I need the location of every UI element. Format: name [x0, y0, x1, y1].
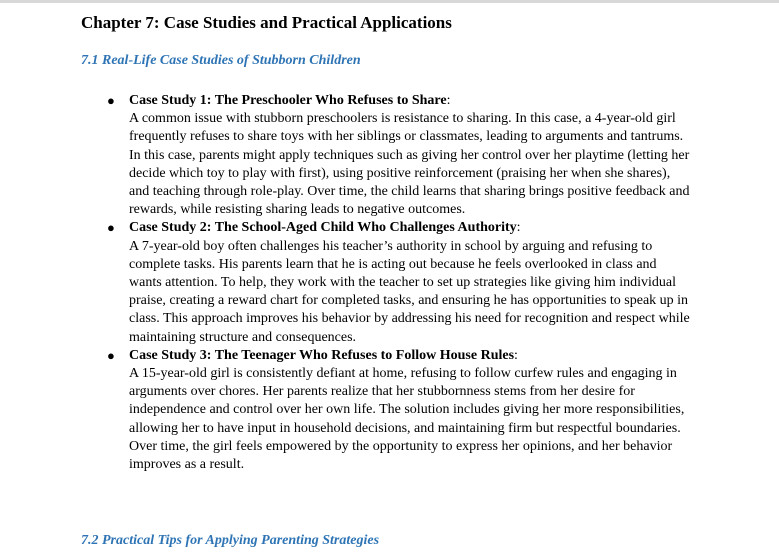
case-study-title-suffix-1: :	[446, 93, 451, 108]
case-study-title-1	[129, 92, 691, 110]
case-study-body-3: A 15-year-old girl is consistently defiant at home, refusing to follow curfew rules and engaging in arguments over chores. Her parents realize that her stubbornness stems from her desire for independence and control over her own life. The solution includes giving her more responsibilities, allowing her to have input in household decisions, and maintaining firm but respectful boundaries. Over time, the girl feels empowered by the opportunity to express her opinions, and her behavior improves as a result.	[129, 366, 685, 473]
case-study-title-text-3: Case Study 3: The Teenager Who Refuses to Follow House Rules	[129, 347, 515, 363]
case-study-body-1: A common issue with stubborn preschoolers is resistance to sharing. In this case, a 4-year-old girl frequently refuses to share toys with her siblings or classmates, leading to arguments and tantrums. In this case, parents might apply techniques such as giving her control over her playtime (letting her decide which toy to play with first), using positive reinforcement (praising her when she shares), and teaching through role-play. Over time, the child learns that sharing brings positive feedback and rewards, while resisting sharing leads to negative outcomes.	[129, 111, 690, 218]
case-study-title-text-1: Case Study 1: The Preschooler Who Refuses to Share	[129, 93, 447, 108]
case-study-list	[0, 92, 779, 474]
section-heading-7-1: 7.1 Real-Life Case Studies of Stubborn Children	[81, 53, 361, 68]
bullet-icon: ●	[107, 93, 115, 108]
case-study-item-1	[0, 92, 691, 219]
case-study-title-2	[129, 219, 691, 237]
case-study-body-2: A 7-year-old boy often challenges his teacher’s authority in school by arguing and refusing to complete tasks. His parents learn that he is acting out because he feels overlooked in class and wants attention. To help, they work with the teacher to set up strategies like giving him individual praise, creating a reward chart for completed tasks, and ensuring he has opportunities to speak up in class. This approach improves his behavior by addressing his need for recognition and respect while maintaining structure and consequences.	[129, 238, 690, 345]
bullet-icon: ●	[107, 347, 115, 363]
case-study-item-2	[0, 219, 691, 346]
case-study-title-suffix-3: :	[514, 347, 518, 363]
case-study-item-3	[0, 347, 691, 474]
case-study-title-3	[129, 347, 691, 365]
bullet-icon: ●	[107, 220, 115, 236]
section-heading-7-2: 7.2 Practical Tips for Applying Parenting Strategies	[81, 533, 380, 548]
chapter-title: Chapter 7: Case Studies and Practical Applications	[81, 13, 452, 32]
case-study-title-suffix-2: :	[516, 220, 521, 236]
case-study-title-text-2: Case Study 2: The School-Aged Child Who Challenges Authority	[129, 220, 517, 236]
